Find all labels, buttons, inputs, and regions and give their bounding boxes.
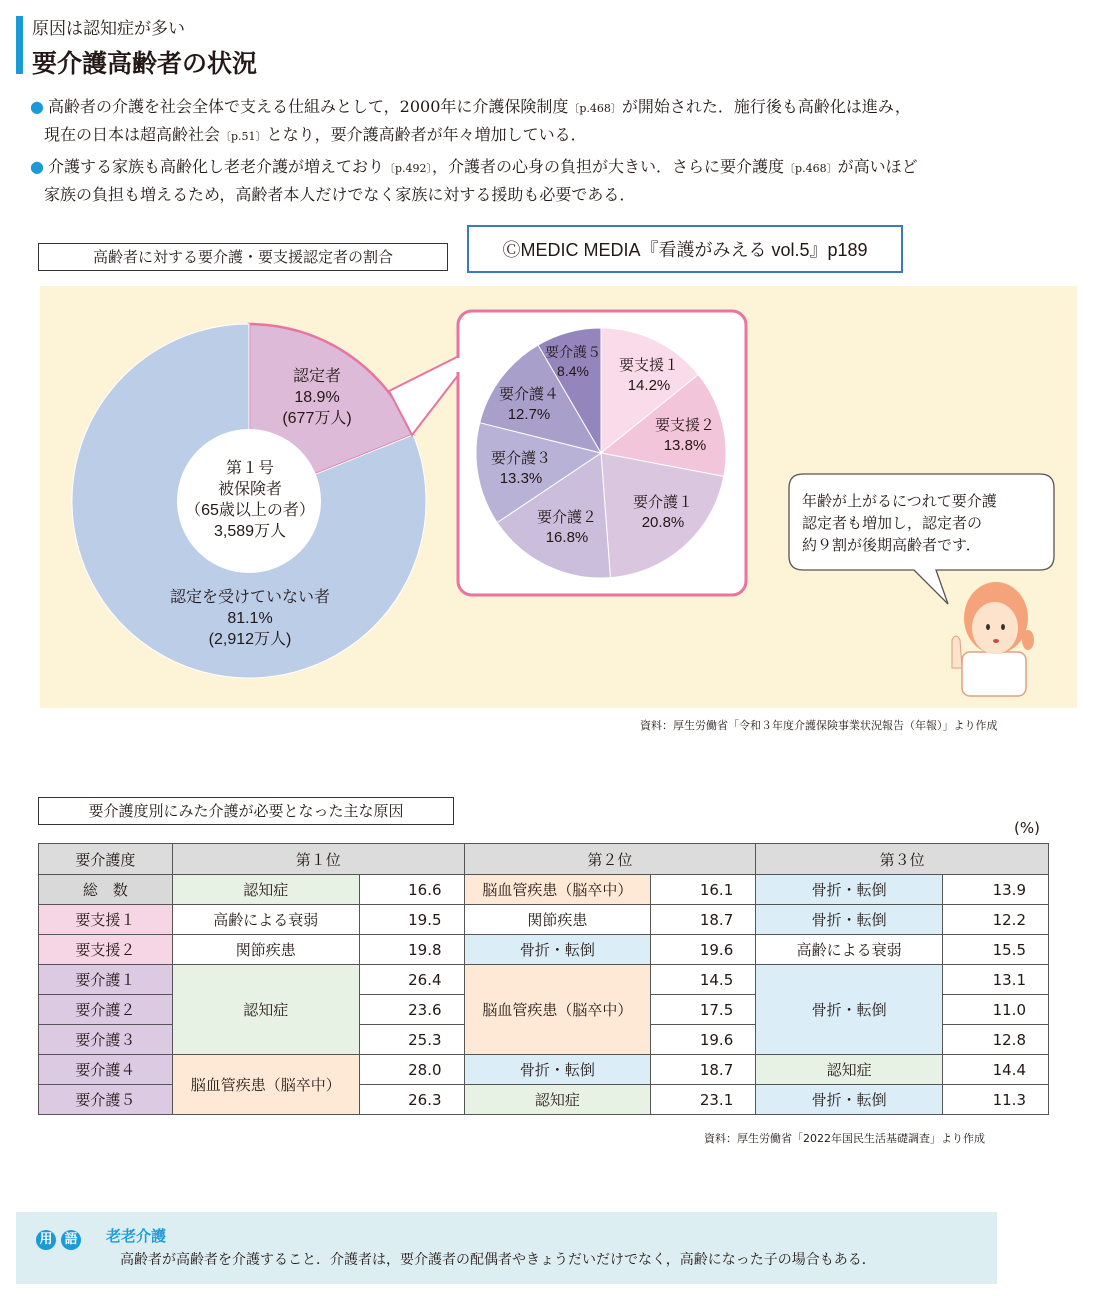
value-cell: 23.6 (359, 995, 464, 1025)
section-subtitle: 原因は認知症が多い (32, 19, 185, 39)
page-reference: 〔p.492〕 (383, 162, 433, 175)
term-badge: 語 (61, 1230, 81, 1250)
header-rank2: 第２位 (464, 844, 756, 875)
slice-label-sup2: 要支援２ 13.8% (640, 416, 730, 456)
value-cell: 26.4 (359, 965, 464, 995)
value-cell: 14.5 (651, 965, 756, 995)
value-cell: 17.5 (651, 995, 756, 1025)
certified-name: 認定者 (292, 368, 341, 385)
cause-cell: 認知症 (464, 1085, 651, 1115)
value-cell: 13.9 (943, 875, 1049, 905)
slice-percent: 13.8 (663, 437, 693, 454)
value-cell: 18.7 (651, 905, 756, 935)
cause-cell: 関節疾患 (464, 905, 651, 935)
value-cell: 16.6 (359, 875, 464, 905)
cause-cell: 高齢による衰弱 (172, 905, 359, 935)
value-cell: 14.4 (943, 1055, 1049, 1085)
causes-table (38, 843, 1049, 1115)
slice-percent: 12.7 (507, 406, 537, 423)
cause-cell: 骨折・転倒 (756, 1085, 943, 1115)
term-word: 老老介護 (106, 1227, 167, 1245)
cause-cell: 認知症 (172, 875, 359, 905)
bullet-dot-icon: ● (30, 157, 44, 176)
value-cell: 16.1 (651, 875, 756, 905)
row-level: 要介護２ (39, 995, 173, 1025)
term-badges (36, 1228, 81, 1250)
cause-cell: 脳血管疾患（脳卒中） (172, 1055, 359, 1115)
unit-label: (%) (1014, 819, 1040, 837)
term-badge: 用 (36, 1230, 56, 1250)
bullet-text: ，介護者の心身の負担が大きい．さらに要介護度 (432, 157, 785, 176)
row-level: 要介護５ (39, 1085, 173, 1115)
value-cell: 19.6 (651, 935, 756, 965)
header-rank3: 第３位 (756, 844, 1049, 875)
row-level: 要支援１ (39, 905, 173, 935)
center-label-line: 被保険者 (217, 481, 282, 498)
slice-name: 要介護２ (536, 509, 597, 526)
bullet-text: 現在の日本は超高齢社会 (44, 125, 221, 144)
bullet-text: となり，要介護高齢者が年々増加している． (266, 125, 587, 144)
table-row (39, 905, 1049, 935)
table-row (39, 965, 1049, 995)
bullet-text: が開始された．施行後も高齢化は進み， (621, 97, 911, 116)
slice-name: 要介護３ (490, 450, 551, 467)
nurse-illustration-icon (952, 582, 1034, 696)
bullet-dot-icon: ● (30, 97, 44, 116)
certified-count: (677万人) (282, 410, 352, 427)
chart-label: 高齢者に対する要介護・要支援認定者の割合 (38, 243, 448, 271)
value-cell: 19.8 (359, 935, 464, 965)
table-row (39, 935, 1049, 965)
noncertified-label: 認定を受けていない者 81.1% (2,912万人) (130, 587, 370, 650)
certified-label: 認定者 18.9% (677万人) (247, 366, 387, 429)
source-note-1: 資料：厚生労働省「令和３年度介護保険事業状況報告（年報）」より作成 (640, 719, 998, 732)
header-level: 要介護度 (39, 844, 173, 875)
cause-cell: 骨折・転倒 (756, 965, 943, 1055)
value-cell: 13.1 (943, 965, 1049, 995)
bullet-text: 介護する家族も高齢化し老老介護が増えており (47, 157, 384, 176)
value-cell: 26.3 (359, 1085, 464, 1115)
cause-cell: 認知症 (756, 1055, 943, 1085)
slice-label-care4: 要介護４ 12.7% (484, 385, 574, 425)
value-cell: 15.5 (943, 935, 1049, 965)
row-level: 要支援２ (39, 935, 173, 965)
slice-label-care1: 要介護１ 20.8% (618, 493, 708, 533)
cause-cell: 骨折・転倒 (756, 905, 943, 935)
slice-label-sup1: 要支援１ 14.2% (604, 356, 694, 396)
slice-label-care2: 要介護２ 16.8% (522, 508, 612, 548)
page-reference: 〔p.51〕 (220, 130, 267, 143)
slice-label-care5: 要介護５ 8.4% (538, 343, 608, 381)
value-cell: 23.1 (651, 1085, 756, 1115)
slice-name: 要支援１ (618, 357, 679, 374)
slice-name: 要介護１ (632, 494, 693, 511)
center-label-line: 第１号 (225, 460, 274, 477)
center-label-line: 3,589万人 (213, 523, 287, 540)
value-cell: 18.7 (651, 1055, 756, 1085)
cause-cell: 脳血管疾患（脳卒中） (464, 965, 651, 1055)
certified-percent: 18.9 (294, 389, 326, 406)
noncertified-name: 認定を受けていない者 (169, 589, 330, 606)
row-level: 要介護４ (39, 1055, 173, 1085)
value-cell: 12.2 (943, 905, 1049, 935)
term-definition: 高齢者が高齢者を介護すること．介護者は，要介護者の配偶者やきょうだいだけでなく，高齢になった子の場合もある． (120, 1252, 876, 1268)
speech-bubble-text (802, 490, 1042, 556)
value-cell: 11.0 (943, 995, 1049, 1025)
slice-label-care3: 要介護３ 13.3% (476, 449, 566, 489)
speech-line: 約９割が後期高齢者です． (802, 536, 981, 554)
speech-line: 認定者も増加し，認定者の (802, 514, 983, 532)
slice-name: 要介護５ (545, 344, 601, 360)
value-cell: 19.5 (359, 905, 464, 935)
row-level: 要介護１ (39, 965, 173, 995)
section-title: 要介護高齢者の状況 (32, 49, 258, 78)
term-box (16, 1212, 997, 1284)
value-cell: 19.6 (651, 1025, 756, 1055)
speech-line: 年齢が上がるにつれて要介護 (802, 492, 997, 510)
value-cell: 28.0 (359, 1055, 464, 1085)
page-reference: 〔p.468〕 (568, 102, 622, 115)
credit-label: ⒸMEDIC MEDIA『看護がみえる vol.5』p189 (467, 225, 903, 273)
value-cell: 11.3 (943, 1085, 1049, 1115)
cause-cell: 関節疾患 (172, 935, 359, 965)
cause-cell: 骨折・転倒 (464, 935, 651, 965)
value-cell: 12.8 (943, 1025, 1049, 1055)
cause-cell: 骨折・転倒 (464, 1055, 651, 1085)
slice-name: 要介護４ (498, 386, 559, 403)
slice-name: 要支援２ (654, 417, 715, 434)
cause-cell: 脳血管疾患（脳卒中） (464, 875, 651, 905)
row-level: 総 数 (39, 875, 173, 905)
slice-percent: 20.8 (641, 514, 671, 531)
cause-cell: 認知症 (172, 965, 359, 1055)
table-label: 要介護度別にみた介護が必要となった主な原因 (38, 797, 454, 825)
cause-cell: 高齢による衰弱 (756, 935, 943, 965)
callout-gap (456, 358, 462, 372)
value-cell: 25.3 (359, 1025, 464, 1055)
source-note-2: 資料：厚生労働省「2022年国民生活基礎調査」より作成 (704, 1132, 985, 1145)
slice-percent: 14.2 (627, 377, 657, 394)
bullet-text: 高齢者の介護を社会全体で支える仕組みとして，2000年に介護保険制度 (47, 97, 569, 116)
page-reference: 〔p.468〕 (784, 162, 838, 175)
table-header-row (39, 844, 1049, 875)
bullet-text: が高いほど (837, 157, 918, 176)
center-label (160, 458, 340, 542)
noncertified-count: (2,912万人) (208, 631, 292, 648)
table-row (39, 875, 1049, 905)
header-rank1: 第１位 (172, 844, 464, 875)
bullet-text: 家族の負担も増えるため，高齢者本人だけでなく家族に対する援助も必要である． (44, 185, 636, 204)
noncertified-percent: 81.1 (227, 610, 259, 627)
slice-percent: 13.3 (499, 470, 529, 487)
table-row (39, 1055, 1049, 1085)
center-label-line: （65歳以上の者） (185, 502, 315, 519)
row-level: 要介護３ (39, 1025, 173, 1055)
slice-percent: 16.8 (545, 529, 575, 546)
slice-percent: 8.4 (557, 363, 577, 379)
cause-cell: 骨折・転倒 (756, 875, 943, 905)
